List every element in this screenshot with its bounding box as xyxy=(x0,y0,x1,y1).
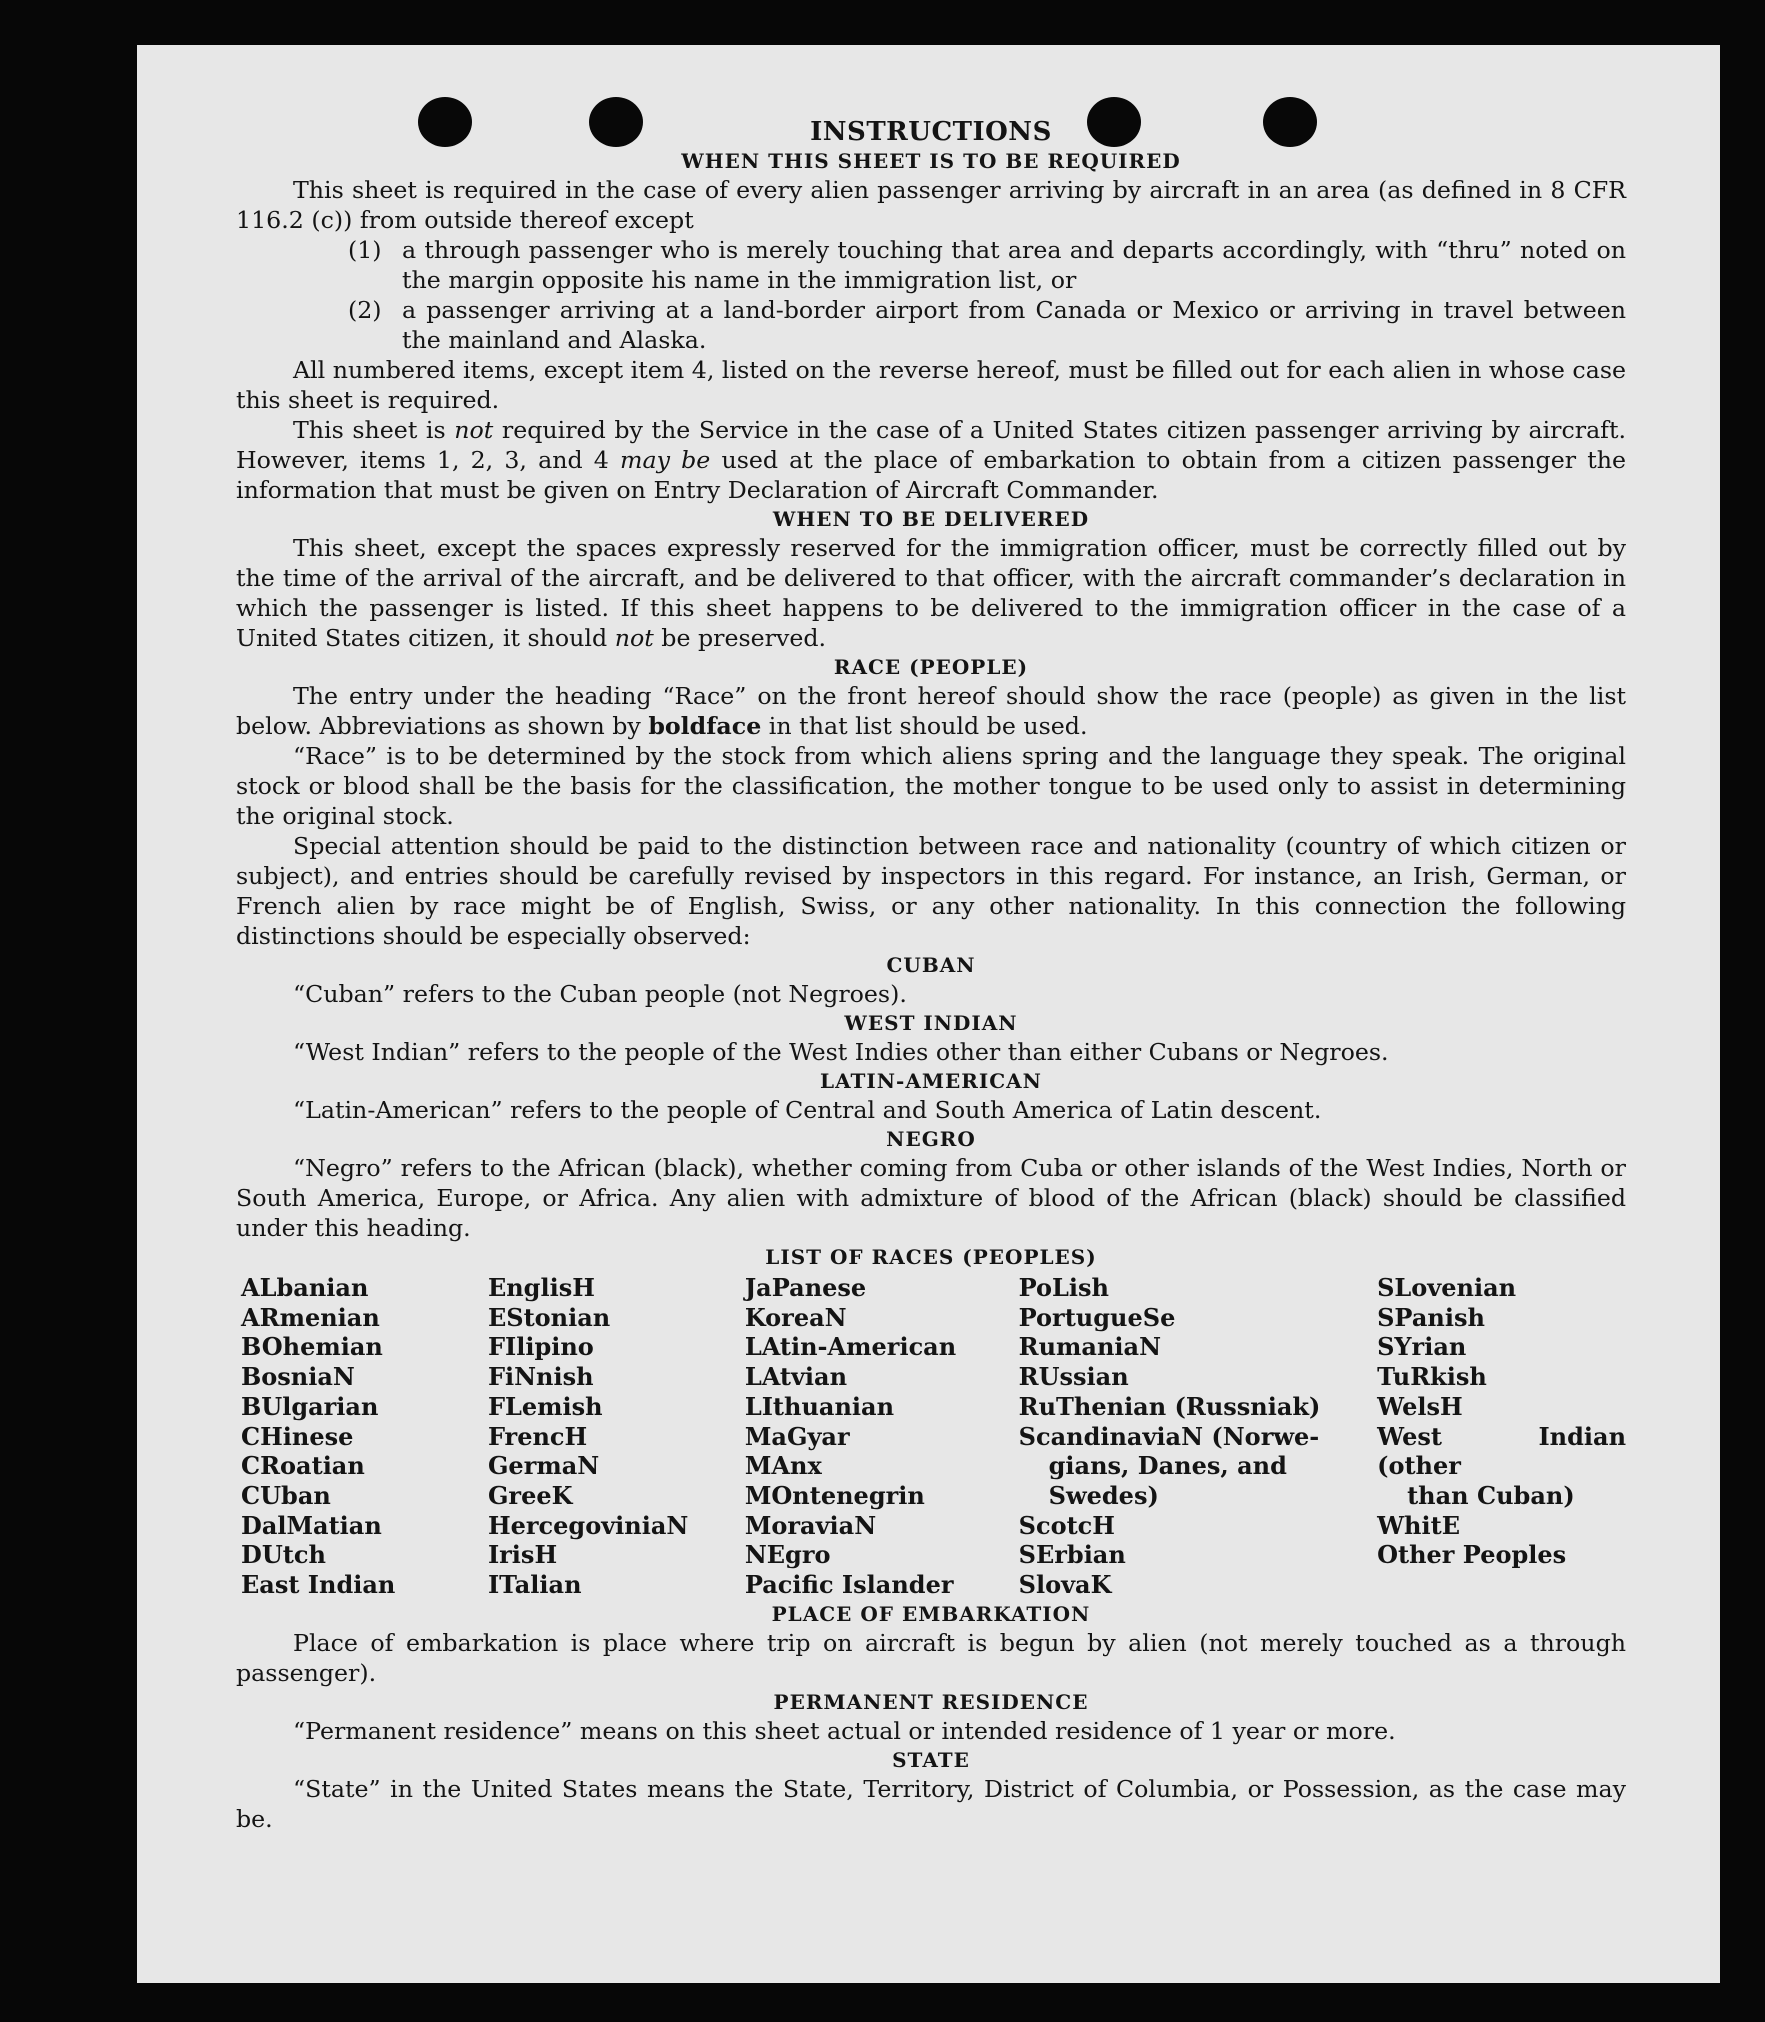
races-column-2 xyxy=(488,1273,745,1600)
race-entry: CUban xyxy=(241,1480,331,1510)
race-entry: ScandinaviaN (Norwe- xyxy=(1018,1421,1320,1451)
heading-cuban: CUBAN xyxy=(886,953,976,977)
heading-west-indian: WEST INDIAN xyxy=(844,1011,1018,1035)
race-entry: WhitE xyxy=(1377,1510,1460,1540)
exception-number: (1) xyxy=(348,236,382,264)
exception-text: a through passenger who is merely touching that area and departs accordingly, with “thru” noted on the margin opposite his name in the immigration list, or xyxy=(402,236,1626,294)
race-entry: East Indian xyxy=(241,1570,396,1600)
delivery-paragraph: This sheet, except the spaces expressly reserved for the immigration officer, must be correctly filled out by the time of the arrival of the aircraft, and be delivered to that officer, with the aircraft commander’s declaration in which the passenger is listed. If this sheet happens to be delivered to the immigration officer in the case of a United States citizen, it should not be preserved. xyxy=(236,534,1626,652)
heading-list-of-races: LIST OF RACES (PEOPLES) xyxy=(765,1245,1097,1269)
race-entry: PoLish xyxy=(1018,1273,1110,1302)
latin-american-definition: “Latin-American” refers to the people of Central and South America of Latin descent. xyxy=(293,1096,1322,1124)
race-entry: WelsH xyxy=(1377,1391,1463,1421)
race-entry: GreeK xyxy=(487,1480,573,1510)
race-entry: EnglisH xyxy=(487,1273,595,1302)
race-paragraph: The entry under the heading “Race” on the front hereof should show the race (people) as given in the list below. Abbreviations as shown by boldface in that list should be used. xyxy=(236,682,1626,740)
races-column-5 xyxy=(1377,1273,1626,1600)
negro-definition: “Negro” refers to the African (black), whether coming from Cuba or other islands of the West Indies, North or South America, Europe, or Africa. Any alien with admixture of blood of the African (black) should be classified under this heading. xyxy=(236,1154,1626,1242)
race-entry: NEgro xyxy=(744,1540,831,1570)
exception-item xyxy=(348,295,1626,355)
race-entry: SlovaK xyxy=(1018,1570,1112,1600)
race-entry: LIthuanian xyxy=(744,1391,895,1421)
races-column-4 xyxy=(1019,1273,1377,1600)
races-column-1 xyxy=(236,1273,488,1600)
race-entry: MoraviaN xyxy=(744,1510,877,1540)
exception-item xyxy=(348,235,1626,295)
race-entry: SErbian xyxy=(1018,1540,1126,1570)
race-entry: MAnx xyxy=(744,1451,822,1481)
race-entry: CRoatian xyxy=(241,1451,365,1481)
race-entry: FLemish xyxy=(487,1391,603,1421)
exception-number: (2) xyxy=(348,296,382,324)
cuban-definition: “Cuban” refers to the Cuban people (not Negroes). xyxy=(293,980,907,1008)
race-entry: IrisH xyxy=(487,1540,558,1570)
race-entry: BOhemian xyxy=(241,1332,383,1362)
heading-negro: NEGRO xyxy=(886,1127,976,1151)
race-entry: RuThenian (Russniak) xyxy=(1018,1391,1321,1421)
race-entry: Pacific Islander xyxy=(744,1570,954,1600)
race-entry: FiNnish xyxy=(487,1362,594,1392)
race-entry: SLovenian xyxy=(1377,1273,1517,1302)
race-entry: LAtvian xyxy=(744,1362,848,1392)
race-entry-continued: Swedes) xyxy=(1048,1480,1159,1510)
race-entry: RUssian xyxy=(1018,1362,1129,1392)
race-entry: CHinese xyxy=(241,1421,354,1451)
race-entry: MaGyar xyxy=(744,1421,850,1451)
heading-race: RACE (PEOPLE) xyxy=(833,655,1029,679)
race-entry: BosniaN xyxy=(241,1362,355,1392)
race-entry: ALbanian xyxy=(241,1273,369,1302)
instructions-content xyxy=(236,117,1626,1834)
race-entry: JaPanese xyxy=(744,1273,867,1302)
race-entry-continued: than Cuban) xyxy=(1407,1480,1575,1510)
race-entry: FIlipino xyxy=(487,1332,594,1362)
race-entry: HercegoviniaN xyxy=(487,1510,689,1540)
race-entry: ITalian xyxy=(487,1570,582,1600)
race-entry: MOntenegrin xyxy=(744,1480,925,1510)
race-entry: KoreaN xyxy=(744,1302,847,1332)
race-entry: DalMatian xyxy=(241,1510,382,1540)
state-definition: “State” in the United States means the State, Territory, District of Columbia, or Possession, as the case may be. xyxy=(236,1774,1626,1833)
race-entry: DUtch xyxy=(241,1540,326,1570)
race-entry: Other Peoples xyxy=(1377,1540,1567,1570)
residence-definition: “Permanent residence” means on this sheet actual or intended residence of 1 year or more. xyxy=(293,1716,1396,1745)
race-entry: ScotcH xyxy=(1018,1510,1115,1540)
west-indian-definition: “West Indian” refers to the people of the West Indies other than either Cubans or Negroes. xyxy=(293,1038,1389,1066)
heading-latin-american: LATIN-AMERICAN xyxy=(820,1069,1042,1093)
page-title: INSTRUCTIONS xyxy=(810,117,1052,147)
race-entry-continued: gians, Danes, and xyxy=(1048,1451,1287,1481)
races-column-3 xyxy=(745,1273,1019,1600)
race-entry: GermaN xyxy=(487,1451,600,1481)
race-entry: RumaniaN xyxy=(1018,1332,1162,1362)
race-entry: EStonian xyxy=(487,1302,611,1332)
race-entry: SPanish xyxy=(1377,1302,1485,1332)
race-entry: BUlgarian xyxy=(241,1391,379,1421)
numbered-items-paragraph: All numbered items, except item 4, listed on the reverse hereof, must be filled out for each alien in whose case this sheet is required. xyxy=(236,356,1626,414)
exception-text: a passenger arriving at a land-border airport from Canada or Mexico or arriving in travel between the mainland and Alaska. xyxy=(402,296,1626,354)
race-entry: LAtin-American xyxy=(744,1332,957,1362)
race-entry: TuRkish xyxy=(1377,1362,1487,1392)
heading-when-required: WHEN THIS SHEET IS TO BE REQUIRED xyxy=(681,149,1181,173)
races-list xyxy=(236,1273,1626,1600)
race-stock-paragraph: “Race” is to be determined by the stock from which aliens spring and the language they speak. The original stock or blood shall be the basis for the classification, the mother tongue to be used only to assist in determining the original stock. xyxy=(236,742,1626,830)
race-entry: SYrian xyxy=(1377,1332,1467,1362)
when-required-intro: This sheet is required in the case of every alien passenger arriving by aircraft in an area (as defined in 8 CFR 116.2 (c)) from outside thereof except xyxy=(236,176,1626,234)
embarkation-definition: Place of embarkation is place where trip on aircraft is begun by alien (not merely touched as a through passenger). xyxy=(236,1628,1626,1687)
heading-embarkation: PLACE OF EMBARKATION xyxy=(771,1601,1091,1626)
race-entry: West Indian (other xyxy=(1377,1421,1627,1481)
citizen-paragraph: This sheet is not required by the Service in the case of a United States citizen passenger arriving by aircraft. However, items 1, 2, 3, and 4 may be used at the place of embarkation to obtain from a citizen passenger the information that must be given on Entry Declaration of Aircraft Commander. xyxy=(236,416,1627,504)
race-entry: ARmenian xyxy=(241,1302,380,1332)
document-page xyxy=(137,45,1720,1983)
heading-when-delivered: WHEN TO BE DELIVERED xyxy=(772,507,1090,531)
race-entry: PortugueSe xyxy=(1018,1302,1176,1332)
heading-state: STATE xyxy=(892,1747,970,1772)
race-nationality-paragraph: Special attention should be paid to the distinction between race and nationality (country of which citizen or subject), and entries should be carefully revised by inspectors in this regard. For instance, an Irish, German, or French alien by race might be of English, Swiss, or any other nationality. In this connection the following distinctions should be especially observed: xyxy=(236,832,1626,950)
race-entry: FrencH xyxy=(487,1421,588,1451)
heading-permanent-residence: PERMANENT RESIDENCE xyxy=(773,1689,1089,1714)
